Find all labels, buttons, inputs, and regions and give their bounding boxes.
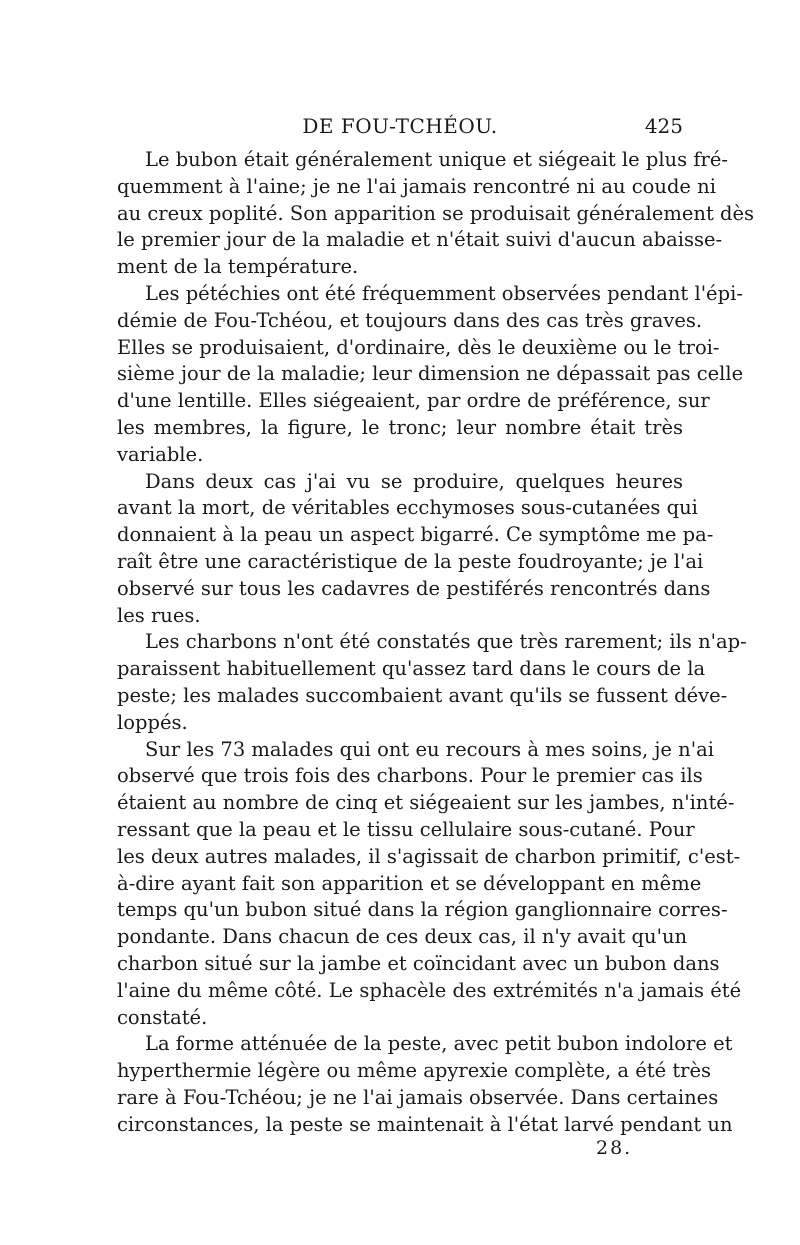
text-line: d'une lentille. Elles siégeaient, par ordre de préférence, sur xyxy=(117,389,710,413)
text-line: Dans deux cas j'ai vu se produire, quelques heures xyxy=(145,469,683,493)
text-line: quemment à l'aine; je ne l'ai jamais rencontré ni au coude ni xyxy=(117,174,716,198)
text-line: rare à Fou-Tchéou; je ne l'ai jamais observée. Dans certaines xyxy=(117,1085,719,1109)
text-line: observé que trois fois des charbons. Pour le premier cas ils xyxy=(117,764,703,788)
text-line: Les pétéchies ont été fréquemment observées pendant l'épi- xyxy=(145,281,743,305)
text-line: Elles se produisaient, d'ordinaire, dès le deuxième ou le troi- xyxy=(117,335,720,359)
body-text xyxy=(117,147,755,1138)
text-line: La forme atténuée de la peste, avec petit bubon indolore et xyxy=(145,1032,733,1056)
text-line: loppés. xyxy=(117,710,188,734)
page-number: 425 xyxy=(644,114,683,138)
text-line: ressant que la peau et le tissu cellulaire sous-cutané. Pour xyxy=(117,817,695,841)
text-line: les deux autres malades, il s'agissait de charbon primitif, c'est- xyxy=(117,844,741,868)
text-line: les membres, la figure, le tronc; leur nombre était très xyxy=(117,415,683,439)
text-line: pondante. Dans chacun de ces deux cas, il n'y avait qu'un xyxy=(117,925,688,949)
text-line: Sur les 73 malades qui ont eu recours à mes soins, je n'ai xyxy=(145,737,714,761)
text-line: temps qu'un bubon situé dans la région ganglionnaire corres- xyxy=(117,898,728,922)
running-title: DE FOU-TCHÉOU. xyxy=(302,114,498,138)
text-line: hyperthermie légère ou même apyrexie complète, a été très xyxy=(117,1059,712,1083)
text-line: au creux poplité. Son apparition se produisait généralement dès xyxy=(117,201,755,225)
running-head xyxy=(117,112,683,142)
text-line: à-dire ayant fait son apparition et se développant en même xyxy=(117,871,702,895)
text-line: démie de Fou-Tchéou, et toujours dans des cas très graves. xyxy=(117,308,703,332)
text-line: constaté. xyxy=(117,1005,208,1029)
text-line: variable. xyxy=(117,442,204,466)
text-line: donnaient à la peau un aspect bigarré. Ce symptôme me pa- xyxy=(117,523,714,547)
text-line: le premier jour de la maladie et n'était suivi d'aucun abaisse- xyxy=(117,228,723,252)
text-line: charbon situé sur la jambe et coïncidant avec un bubon dans xyxy=(117,951,720,975)
text-line: étaient au nombre de cinq et siégeaient sur les jambes, n'inté- xyxy=(117,791,735,815)
text-line: sième jour de la maladie; leur dimension ne dépassait pas celle xyxy=(117,362,744,386)
text-line: l'aine du même côté. Le sphacèle des extrémités n'a jamais été xyxy=(117,978,742,1002)
text-line: avant la mort, de véritables ecchymoses sous-cutanées qui xyxy=(117,496,698,520)
text-line: Les charbons n'ont été constatés que très rarement; ils n'ap- xyxy=(145,630,747,654)
text-line: circonstances, la peste se maintenait à l'état larvé pendant un xyxy=(117,1112,733,1136)
text-line: ment de la température. xyxy=(117,255,359,279)
text-line: les rues. xyxy=(117,603,201,627)
text-line: raît être une caractéristique de la peste foudroyante; je l'ai xyxy=(117,549,704,573)
text-line: peste; les malades succombaient avant qu'ils se fussent déve- xyxy=(117,683,728,707)
text-line: observé sur tous les cadavres de pestiférés rencontrés dans xyxy=(117,576,711,600)
text-line: Le bubon était généralement unique et siégeait le plus fré- xyxy=(145,148,728,171)
text-line: paraissent habituellement qu'assez tard dans le cours de la xyxy=(117,657,706,681)
signature-mark: 28. xyxy=(596,1137,633,1159)
